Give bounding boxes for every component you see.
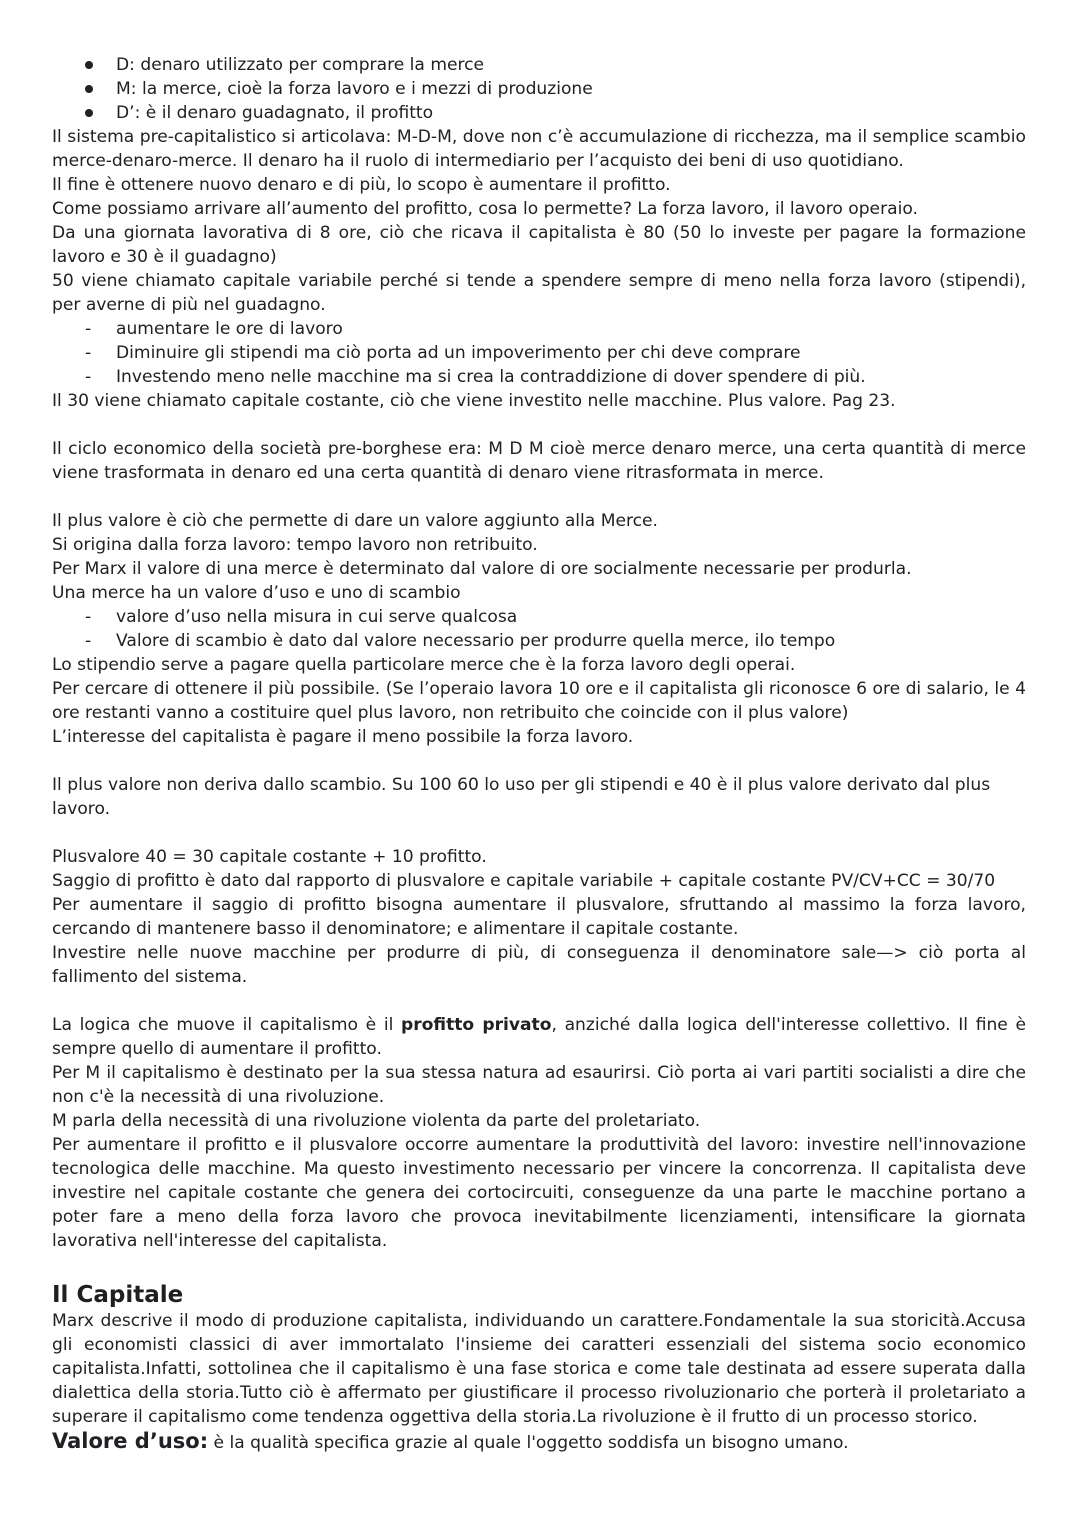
paragraph: Saggio di profitto è dato dal rapporto di plusvalore e capitale variabile + capitale costante PV/CV+CC = 30/70 [52, 871, 996, 891]
paragraph: Per Marx il valore di una merce è determinato dal valore di ore socialmente necessarie per produrla. [52, 559, 912, 579]
paragraph: Per cercare di ottenere il più possibile. (Se l’operaio lavora 10 ore e il capitalista gli riconosce 6 ore di salario, le 4 ore restanti vanno a costituire quel plus lavoro, non retribuito che coincide con il plus valore) [52, 679, 1026, 723]
paragraph: Per M il capitalismo è destinato per la sua stessa natura ad esaurirsi. Ciò porta ai vari partiti socialisti a dire che non c'è la necessità di una rivoluzione. [52, 1063, 1026, 1107]
paragraph [52, 1013, 1026, 1061]
paragraph: Plusvalore 40 = 30 capitale costante + 10 profitto. [52, 847, 487, 867]
paragraph: M parla della necessità di una rivoluzione violenta da parte del proletariato. [52, 1111, 701, 1131]
list-item: - aumentare le ore di lavoro [85, 317, 1026, 341]
paragraph: Il plus valore è ciò che permette di dare un valore aggiunto alla Merce. [52, 511, 658, 531]
list-item: - valore d’uso nella misura in cui serve qualcosa [85, 605, 1026, 629]
paragraph: 50 viene chiamato capitale variabile perché si tende a spendere sempre di meno nella forza lavoro (stipendi), per averne di più nel guadagno. [52, 271, 1026, 315]
paragraph: Si origina dalla forza lavoro: tempo lavoro non retribuito. [52, 535, 538, 555]
paragraph: Il 30 viene chiamato capitale costante, ciò che viene investito nelle macchine. Plus valore. Pag 23. [52, 391, 896, 411]
value-types-list [52, 605, 1026, 653]
list-item: D: denaro utilizzato per comprare la merce [82, 53, 1026, 77]
text-run: , anziché dalla logica dell'interesse collettivo. Il fine è sempre quello di aumentare il profitto. [52, 1015, 1026, 1059]
list-item: D’: è il denaro guadagnato, il profitto [82, 101, 1026, 125]
paragraph: Per aumentare il profitto e il plusvalore occorre aumentare la produttività del lavoro: investire nell'innovazione tecnologica delle macchine. Ma questo investimento necessario per vincere la concorrenza. Il capitalista deve investire nel capitale costante che genera dei cortocircuiti, conseguenze da una parte le macchine portano a poter fare a meno della forza lavoro che provoca inevitabilmente licenziamenti, intensificare la giornata lavorativa nell'interesse del capitalista. [52, 1135, 1026, 1251]
list-item: - Valore di scambio è dato dal valore necessario per produrre quella merce, ilo tempo [85, 629, 1026, 653]
dmd-bullet-list [52, 53, 1026, 125]
paragraph: Il sistema pre-capitalistico si articolava: M-D-M, dove non c’è accumulazione di ricchezza, ma il semplice scambio merce-denaro-merce. Il denaro ha il ruolo di intermediario per l’acquisto dei beni di uso quotidiano. [52, 127, 1026, 171]
paragraph: Marx descrive il modo di produzione capitalista, individuando un carattere.Fondamentale la sua storicità.Accusa gli economisti classici di aver immortalato l'insieme dei caratteri essenziali del sistema socio economico capitalista.Infatti, sottolinea che il capitalismo è una fase storica e come tale destinata ad essere superata dalla dialettica della storia.Tutto ciò è affermato per giustificare il processo rivoluzionario che porterà il proletariato a superare il capitalismo come tendenza oggettiva della storia.La rivoluzione è il frutto di un processo storico. [52, 1311, 1026, 1427]
definition-line [52, 1429, 1026, 1455]
section-heading: Il Capitale [52, 1282, 184, 1308]
term-definition: è la qualità specifica grazie al quale l'oggetto soddisfa un bisogno umano. [208, 1433, 849, 1453]
paragraph: Come possiamo arrivare all’aumento del profitto, cosa lo permette? La forza lavoro, il lavoro operaio. [52, 199, 918, 219]
paragraph: Il plus valore non deriva dallo scambio. Su 100 60 lo uso per gli stipendi e 40 è il plus valore derivato dal plus lavoro. [52, 775, 991, 819]
list-item: - Investendo meno nelle macchine ma si crea la contraddizione di dover spendere di più. [85, 365, 1026, 389]
profit-methods-list [52, 317, 1026, 389]
paragraph: Investire nelle nuove macchine per produrre di più, di conseguenza il denominatore sale—> ciò porta al fallimento del sistema. [52, 943, 1026, 987]
text-run: La logica che muove il capitalismo è il [52, 1015, 401, 1035]
paragraph: Una merce ha un valore d’uso e uno di scambio [52, 583, 461, 603]
paragraph: Per aumentare il saggio di profitto bisogna aumentare il plusvalore, sfruttando al massimo la forza lavoro, cercando di mantenere basso il denominatore; e alimentare il capitale costante. [52, 895, 1026, 939]
list-item: M: la merce, cioè la forza lavoro e i mezzi di produzione [82, 77, 1026, 101]
list-item: - Diminuire gli stipendi ma ciò porta ad un impoverimento per chi deve comprare [85, 341, 1026, 365]
paragraph: L’interesse del capitalista è pagare il meno possibile la forza lavoro. [52, 727, 634, 747]
paragraph: Il ciclo economico della società pre-borghese era: M D M cioè merce denaro merce, una certa quantità di merce viene trasformata in denaro ed una certa quantità di denaro viene ritrasformata in merce. [52, 439, 1026, 483]
term-label: Valore d’uso: [52, 1429, 209, 1453]
paragraph: Lo stipendio serve a pagare quella particolare merce che è la forza lavoro degli operai. [52, 655, 796, 675]
paragraph: Da una giornata lavorativa di 8 ore, ciò che ricava il capitalista è 80 (50 lo investe per pagare la formazione lavoro e 30 è il guadagno) [52, 223, 1026, 267]
bold-text: profitto privato [401, 1015, 552, 1035]
paragraph: Il fine è ottenere nuovo denaro e di più, lo scopo è aumentare il profitto. [52, 175, 671, 195]
